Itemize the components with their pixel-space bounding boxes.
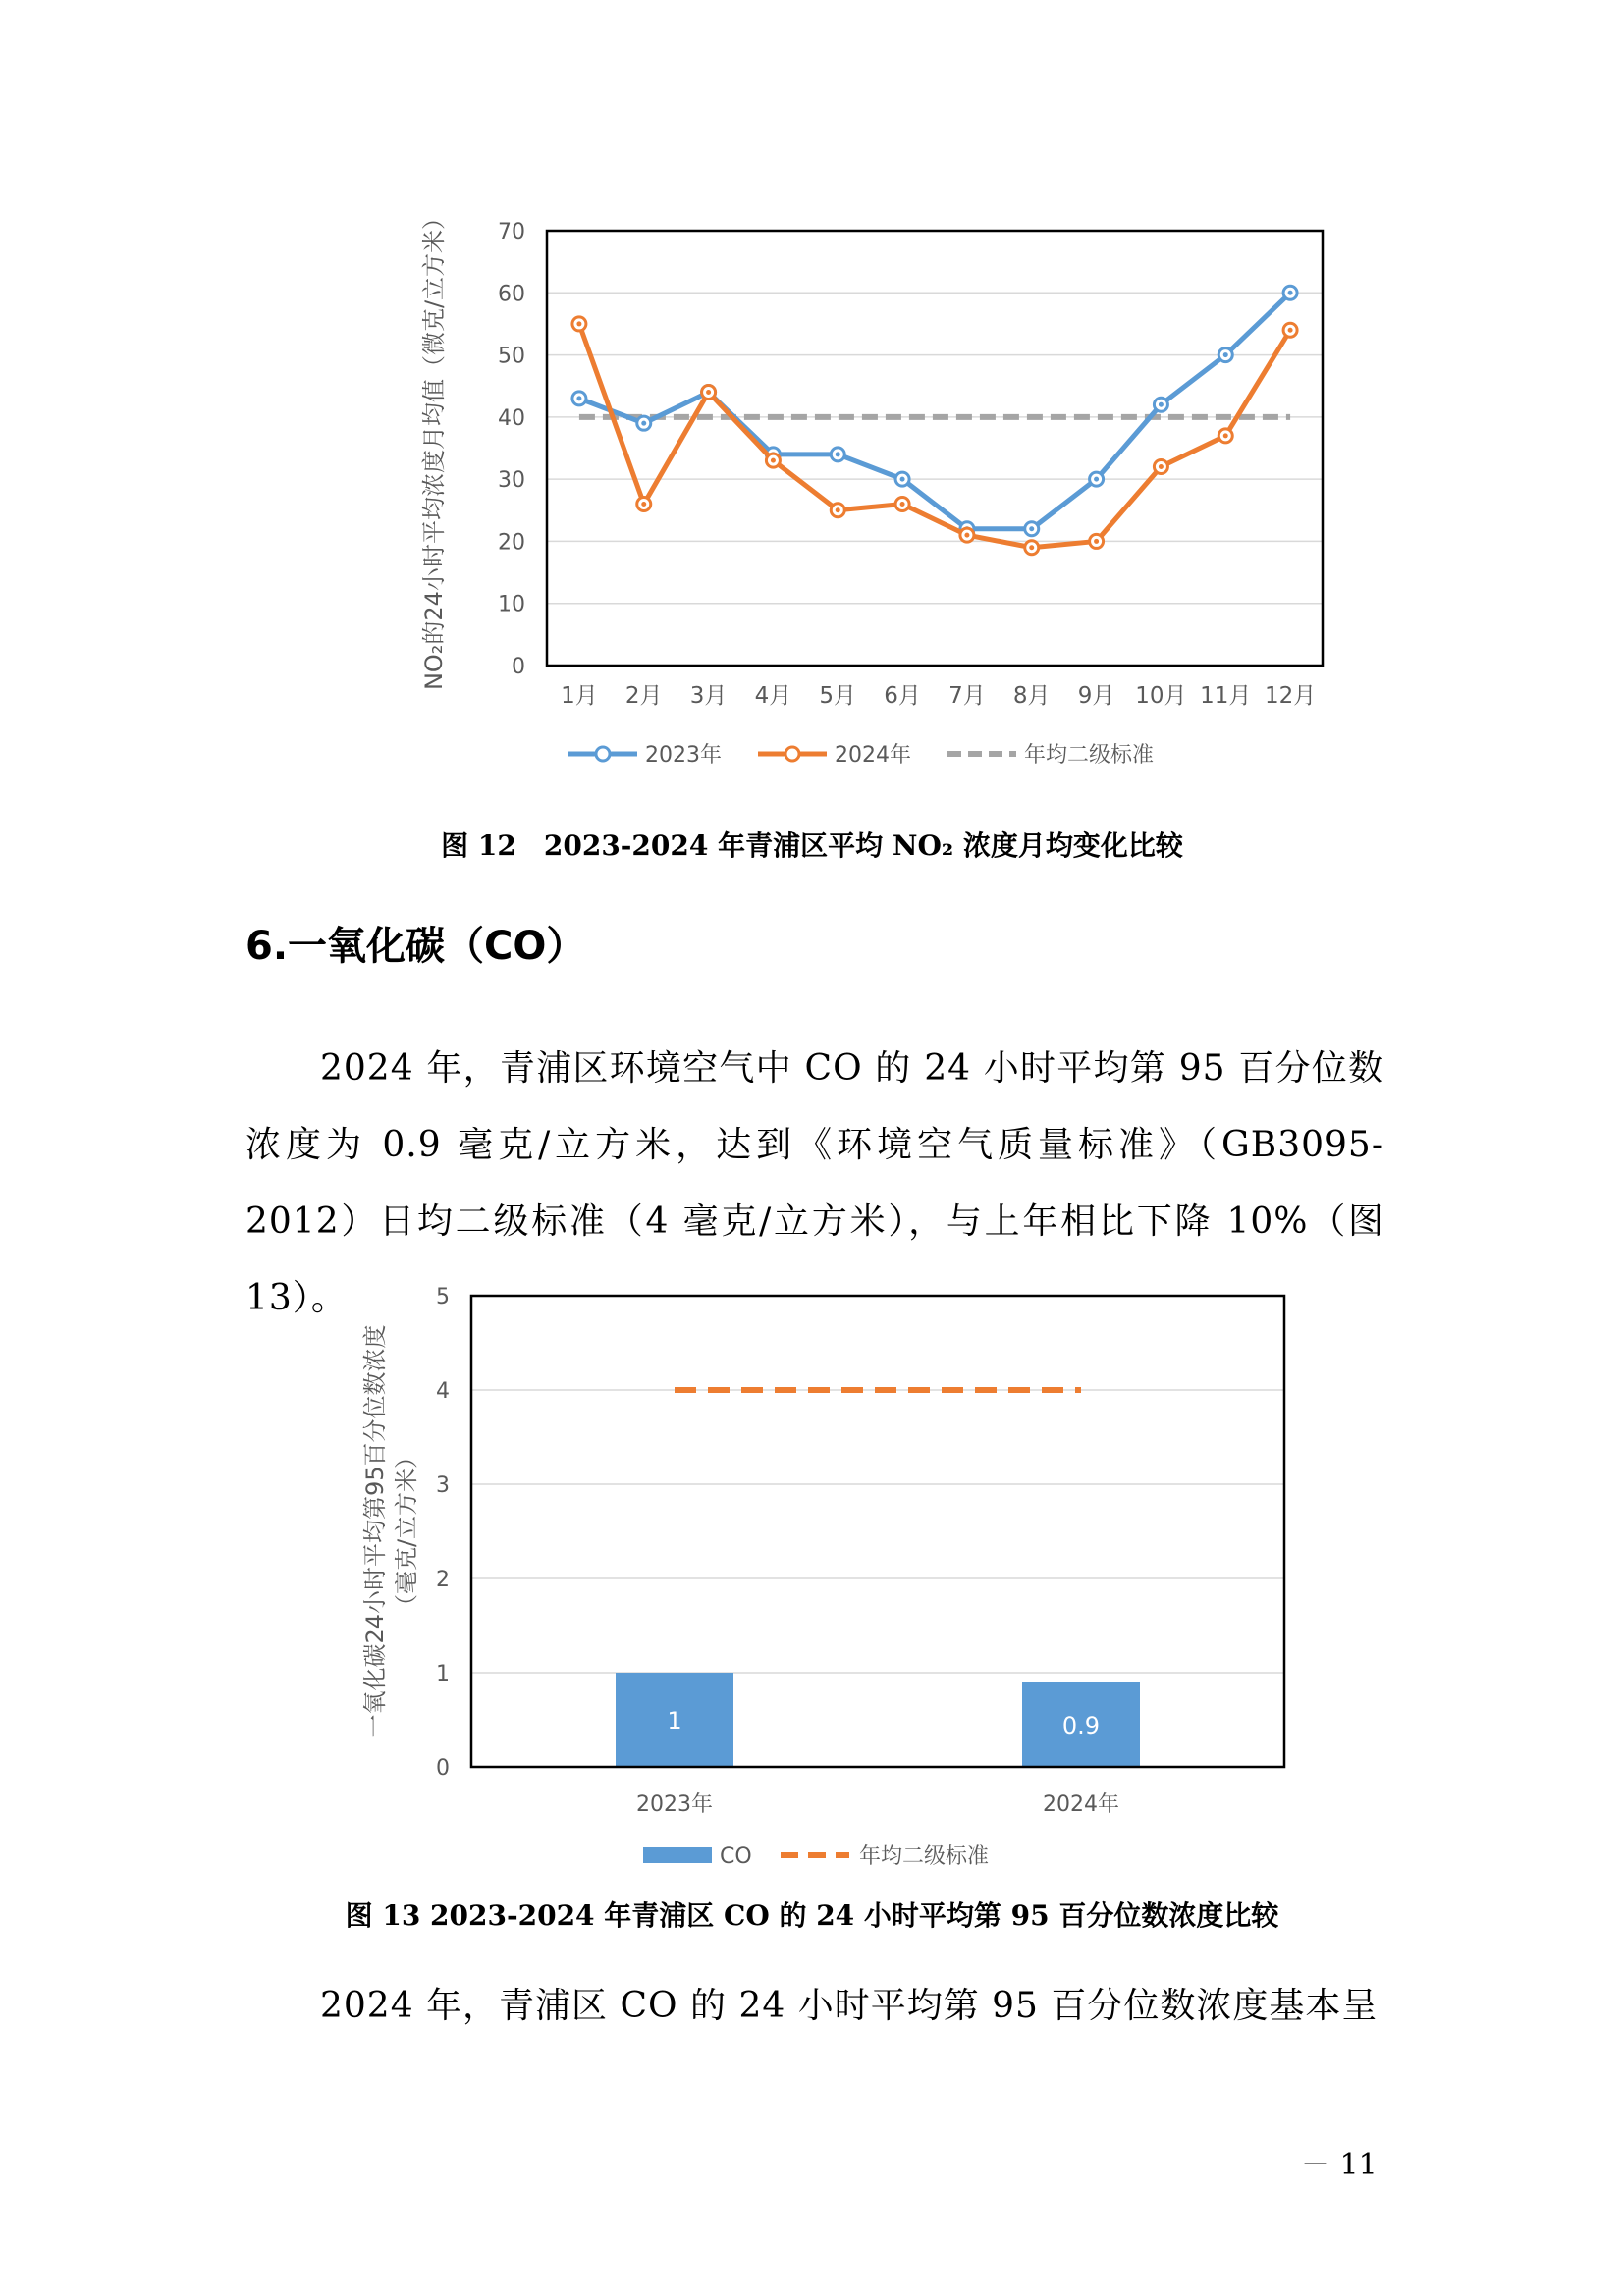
x-tick-label: 1月: [561, 683, 598, 709]
y-tick-label: 2: [436, 1568, 450, 1592]
x-tick-label: 2024年: [1043, 1792, 1119, 1817]
legend-label: CO: [720, 1844, 752, 1869]
page-number: － 11: [1301, 2148, 1378, 2182]
x-tick-label: 10月: [1135, 683, 1187, 709]
bar-data-label: 0.9: [1061, 1711, 1101, 1739]
data-point-center: [836, 452, 840, 456]
x-tick-label: 2月: [624, 683, 663, 709]
data-point-center: [576, 396, 581, 400]
plot-frame: [547, 231, 1323, 666]
data-point-center: [1094, 477, 1099, 482]
y-tick-label: 10: [498, 592, 525, 617]
data-point-center: [964, 533, 969, 538]
bar-data-label: 1: [667, 1707, 682, 1735]
data-point-center: [1288, 291, 1293, 295]
x-tick-label: 11月: [1200, 683, 1252, 709]
x-tick-label: 5月: [819, 683, 857, 709]
y-tick-label: 30: [498, 468, 525, 494]
data-point-center: [836, 507, 840, 512]
y-tick-label: 4: [436, 1379, 450, 1404]
legend-marker: [596, 747, 610, 761]
y-axis-label: NO₂的24小时平均浓度月均值（微克/立方米）: [420, 205, 448, 691]
data-point-center: [900, 502, 905, 507]
x-tick-label: 8月: [1012, 683, 1051, 709]
x-tick-labels: [636, 1792, 1119, 1817]
x-tick-labels: [561, 683, 1316, 709]
legend-label: 2023年: [645, 743, 722, 768]
legend-marker: [785, 747, 799, 761]
data-point-center: [1159, 402, 1164, 407]
y-axis-label: [361, 1324, 420, 1737]
series-line-2023年: [579, 293, 1290, 528]
legend: [643, 1844, 989, 1869]
co-bar-chart: [344, 1276, 1326, 1875]
data-point-center: [1029, 526, 1034, 531]
data-point-center: [1094, 539, 1099, 544]
legend-label: 年均二级标准: [1024, 743, 1155, 768]
data-point-center: [1288, 328, 1293, 333]
gridlines: [547, 231, 1323, 666]
series-lines: [572, 286, 1297, 554]
figure-12-caption: 图 12 2023-2024 年青浦区平均 NO₂ 浓度月均变化比较: [441, 829, 1183, 862]
x-tick-label: 7月: [948, 683, 986, 709]
data-point-center: [1223, 352, 1228, 357]
data-point-center: [641, 502, 646, 507]
y-tick-label: 5: [436, 1285, 450, 1309]
y-axis-label-line1: 一氧化碳24小时平均第95百分位数浓度: [361, 1324, 389, 1738]
data-point-center: [1029, 545, 1034, 550]
legend-swatch-bar: [643, 1847, 712, 1863]
legend: [568, 743, 1154, 768]
y-tick-label: 0: [436, 1756, 450, 1781]
legend-label: 年均二级标准: [859, 1844, 990, 1869]
gridlines: [471, 1296, 1284, 1767]
y-tick-label: 40: [498, 405, 525, 431]
y-tick-label: 0: [512, 655, 525, 679]
y-tick-label: 3: [436, 1473, 450, 1498]
figure-13-caption: 图 13 2023-2024 年青浦区 CO 的 24 小时平均第 95 百分位数浓度比较: [345, 1899, 1279, 1932]
data-point-center: [641, 421, 646, 426]
plot-frame: [471, 1296, 1284, 1767]
legend-label: 2024年: [835, 743, 911, 768]
y-tick-label: 20: [498, 530, 525, 556]
body-paragraph: 2024 年，青浦区环境空气中 CO 的 24 小时平均第 95 百分位数浓度为 0.9 毫克/立方米，达到《环境空气质量标准》（GB3095-2012）日均二级标准（4 毫克/立方米），与上年相比下降 10%（图 13）。: [245, 1048, 1384, 1318]
no2-line-chart: [412, 205, 1317, 780]
series-line-2024年: [579, 324, 1290, 548]
bars: [616, 1673, 1140, 1767]
y-axis-label-line2: （毫克/立方米）: [393, 1444, 420, 1619]
body-paragraph-continued: 2024 年，青浦区 CO 的 24 小时平均第 95 百分位数浓度基本呈: [320, 1986, 1379, 2026]
x-tick-label: 12月: [1264, 683, 1317, 709]
data-point-center: [576, 321, 581, 326]
data-point-center: [771, 458, 776, 463]
y-tick-labels: [498, 220, 525, 679]
y-tick-label: 50: [498, 344, 525, 369]
data-point-center: [706, 390, 711, 395]
y-tick-label: 1: [436, 1662, 450, 1686]
data-point-center: [1223, 433, 1228, 438]
x-tick-label: 4月: [754, 683, 792, 709]
data-point-center: [1159, 464, 1164, 469]
y-tick-label: 70: [498, 220, 525, 244]
x-tick-label: 2023年: [636, 1792, 713, 1817]
x-tick-label: 3月: [689, 683, 728, 709]
y-tick-label: 60: [498, 282, 525, 307]
section-heading: 6.一氧化碳（CO）: [245, 924, 586, 969]
y-tick-labels: [436, 1285, 450, 1781]
x-tick-label: 9月: [1077, 683, 1115, 709]
x-tick-label: 6月: [884, 683, 921, 709]
data-point-center: [900, 477, 905, 482]
